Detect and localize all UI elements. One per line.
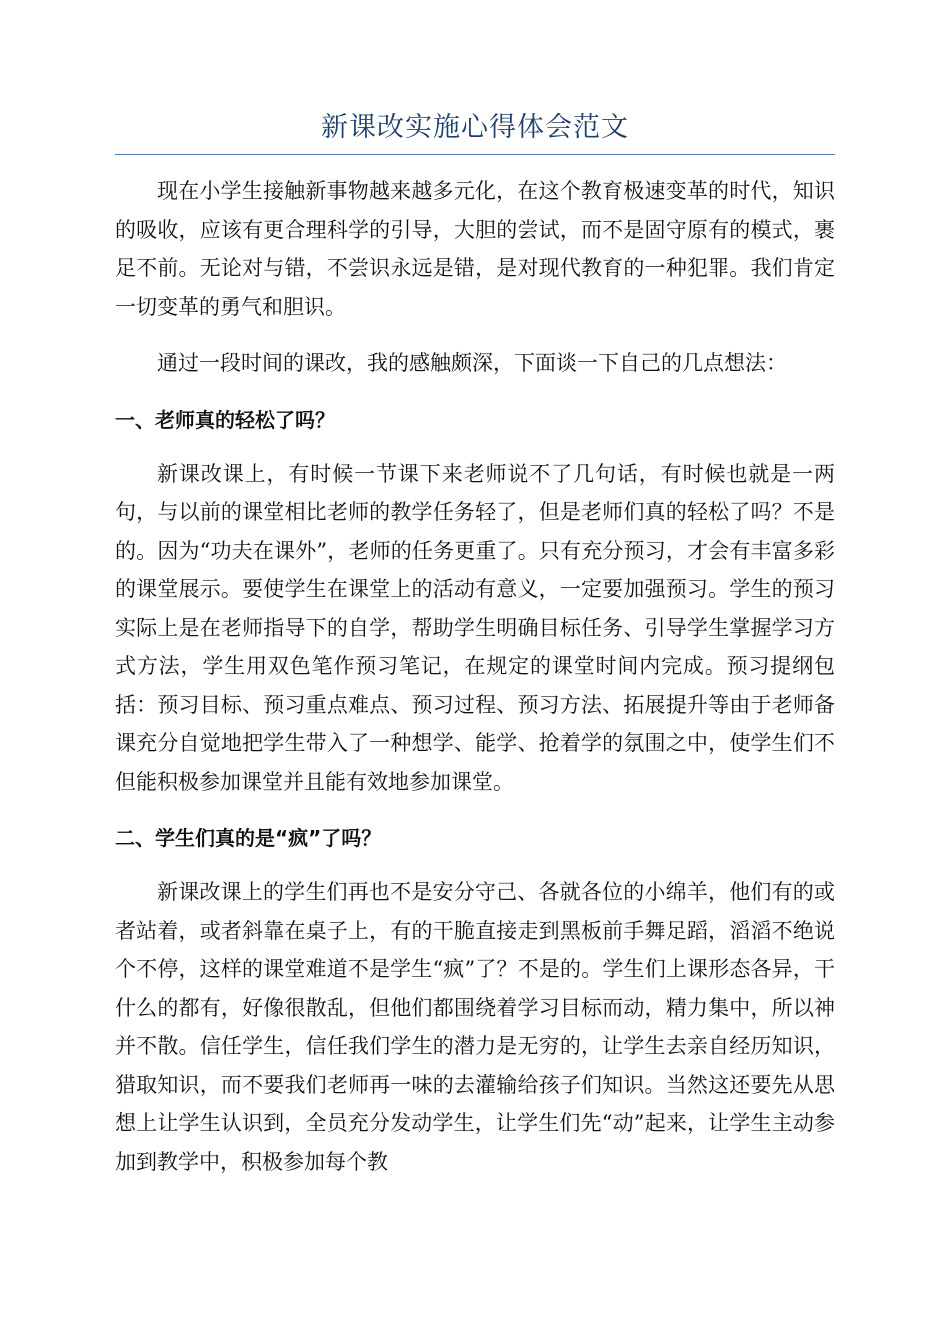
title-block [115, 108, 835, 148]
section-heading-1: 一、老师真的轻松了吗？ [115, 407, 335, 432]
title-underline [115, 154, 835, 155]
section-heading-2: 二、学生们真的是“疯”了吗？ [115, 826, 382, 850]
section-2-paragraph: 新课改课上的学生们再也不是安分守己、各就各位的小绵羊，他们有的或者站着，或者斜靠在桌子上，有的干脆直接走到黑板前手舞足蹈，滔滔不绝说个不停，这样的课堂难道不是学生“疯”了？不是的。学生们上课形态各异，干什么的都有，好像很散乱，但他们都围绕着学习目标而动，精力集中，所以神并不散。信任学生，信任我们学生的潜力是无穷的，让学生去亲自经历知识，猎取知识，而不要我们老师再一味的去灌输给孩子们知识。当然这还要先从思想上让学生认识到，全员充分发动学生，让学生们先“动”起来，让学生主动参加到教学中，积极参加每个教 [115, 880, 835, 1174]
section-1-paragraph: 新课改课上，有时候一节课下来老师说不了几句话，有时候也就是一两句，与以前的课堂相比老师的教学任务轻了，但是老师们真的轻松了吗？不是的。因为“功夫在课外”，老师的任务更重了。只有充分预习，才会有丰富多彩的课堂展示。要使学生在课堂上的活动有意义，一定要加强预习。学生的预习实际上是在老师指导下的自学，帮助学生明确目标任务、引导学生掌握学习方式方法，学生用双色笔作预习笔记，在规定的课堂时间内完成。预习提纲包括：预习目标、预习重点难点、预习过程、预习方法、拓展提升等由于老师备课充分自觉地把学生带入了一种想学、能学、抢着学的氛围之中，使学生们不但能积极参加课堂并且能有效地参加课堂。 [115, 461, 835, 794]
document-title: 新课改实施心得体会范文 [321, 112, 629, 143]
document-body [115, 172, 835, 1199]
transition-paragraph: 通过一段时间的课改，我的感触颇深，下面谈一下自己的几点想法： [157, 351, 787, 375]
intro-paragraph: 现在小学生接触新事物越来越多元化，在这个教育极速变革的时代，知识的吸收，应该有更合理科学的引导，大胆的尝试，而不是固守原有的模式，裹足不前。无论对与错，不尝识永远是错，是对现代教育的一种犯罪。我们肯定一切变革的勇气和胆识。 [115, 179, 835, 319]
